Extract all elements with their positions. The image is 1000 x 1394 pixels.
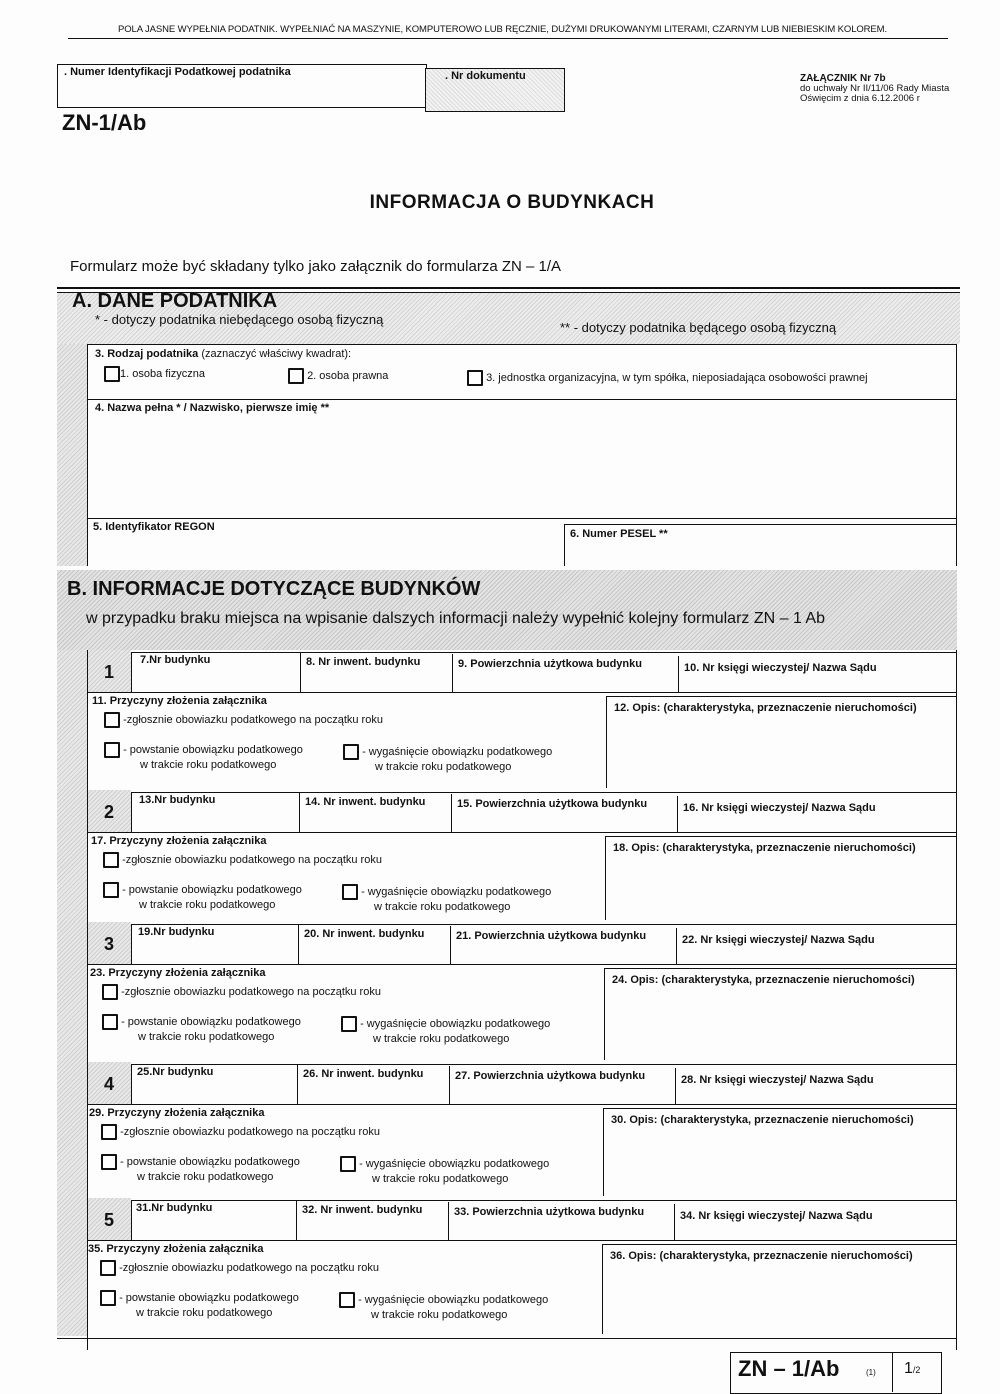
reasons-label: 17. Przyczyny złożenia załącznika: [91, 835, 267, 847]
divider: [606, 696, 956, 697]
reasons-label: 35. Przyczyny złożenia załącznika: [88, 1243, 264, 1255]
building-number: 3: [103, 934, 114, 954]
section-b-title: B. INFORMACJE DOTYCZĄCE BUDYNKÓW: [67, 578, 481, 600]
divider: [87, 1104, 957, 1105]
divider: [57, 1338, 957, 1339]
checkbox-icon[interactable]: [342, 884, 358, 900]
building-sideband: [57, 790, 87, 922]
land-register-field[interactable]: [680, 676, 954, 692]
divider: [298, 924, 299, 964]
building-nr-label: 13.Nr budynku: [139, 794, 216, 806]
divider: [299, 792, 300, 832]
reasons-label: 11. Przyczyny złożenia załącznika: [92, 695, 267, 707]
description-label: 18. Opis: (charakterystyka, przeznaczenie nieruchomości): [613, 842, 916, 854]
taxpayer-type-legal[interactable]: 2. osoba prawna: [288, 368, 388, 384]
divider: [87, 344, 957, 345]
building-sideband: [57, 650, 87, 790]
divider: [87, 964, 957, 965]
building-nr-label: 25.Nr budynku: [137, 1066, 214, 1078]
building-nr-label: 31.Nr budynku: [136, 1202, 213, 1214]
usable-area-label: 33. Powierzchnia użytkowa budynku: [454, 1206, 645, 1218]
divider: [131, 792, 957, 793]
reason-expire[interactable]: - wygaśnięcie obowiązku podatkowego w trakcie roku podatkowego: [342, 884, 551, 915]
usable-area-label: 27. Powierzchnia użytkowa budynku: [455, 1070, 646, 1082]
divider: [300, 652, 301, 692]
reason-expire[interactable]: - wygaśnięcie obowiązku podatkowego w trakcie roku podatkowego: [339, 1292, 548, 1323]
inventory-nr-label: 20. Nr inwent. budynku: [304, 928, 425, 940]
checkbox-icon[interactable]: [104, 742, 120, 758]
divider: [606, 696, 607, 788]
divider: [956, 344, 957, 566]
building-nr-label: 19.Nr budynku: [138, 926, 215, 938]
inventory-nr-label: 14. Nr inwent. budynku: [305, 796, 426, 808]
description-field[interactable]: [608, 1264, 954, 1332]
attachment-title: ZAŁĄCZNIK Nr 7b: [800, 73, 886, 84]
attachment-date: Oświęcim z dnia 6.12.2006 r: [800, 93, 920, 104]
inventory-nr-field[interactable]: [302, 1218, 450, 1240]
divider: [603, 1108, 604, 1196]
reason-arise[interactable]: - powstanie obowiązku podatkowego w trakcie roku podatkowego: [102, 1014, 301, 1045]
checkbox-icon[interactable]: [288, 368, 304, 384]
form-instructions: POLA JASNE WYPEŁNIA PODATNIK. WYPEŁNIAĆ NA MASZYNIE, KOMPUTEROWO LUB RĘCZNIE, DUŻYMI DRUKOWANYMI LITERAMI, CZARNYM LUB NIEBIESKIM KOLOREM.: [118, 24, 888, 35]
reason-start-of-year[interactable]: -zgłosznie obowiazku podatkowego na początku roku: [102, 984, 381, 1000]
reason-arise[interactable]: - powstanie obowiązku podatkowego w trakcie roku podatkowego: [101, 1154, 300, 1185]
divider: [87, 692, 957, 693]
land-register-field[interactable]: [680, 948, 954, 964]
building-nr-field[interactable]: [132, 940, 298, 962]
checkbox-icon[interactable]: [103, 882, 119, 898]
page-number: 1/2: [904, 1360, 921, 1377]
checkbox-icon[interactable]: [341, 1016, 357, 1032]
divider: [892, 1352, 893, 1392]
usable-area-field[interactable]: [454, 672, 676, 692]
description-field[interactable]: [608, 716, 954, 786]
divider: [677, 796, 678, 832]
divider: [87, 650, 88, 1350]
footer-version: (1): [866, 1368, 876, 1377]
reason-arise[interactable]: - powstanie obowiązku podatkowego w trakcie roku podatkowego: [104, 742, 303, 773]
reason-start-of-year[interactable]: -zgłosznie obowiazku podatkowego na początku roku: [100, 1260, 379, 1276]
building-number: 5: [103, 1210, 114, 1230]
nip-label: . Numer Identyfikacji Podatkowej podatnika: [64, 66, 291, 78]
checkbox-icon[interactable]: [100, 1290, 116, 1306]
regon-label: 5. Identyfikator REGON: [93, 521, 215, 533]
usable-area-field[interactable]: [454, 1084, 676, 1104]
divider: [87, 1240, 957, 1241]
description-field[interactable]: [608, 988, 954, 1058]
inventory-nr-label: 26. Nr inwent. budynku: [303, 1068, 424, 1080]
reason-expire[interactable]: - wygaśnięcie obowiązku podatkowego w trakcie roku podatkowego: [343, 744, 552, 775]
inventory-nr-field[interactable]: [302, 1082, 450, 1104]
divider: [451, 794, 452, 832]
divider: [603, 1108, 956, 1109]
section-a-sideband: [57, 344, 87, 566]
checkbox-icon[interactable]: [340, 1156, 356, 1172]
section-a-note-legal: * - dotyczy podatnika niebędącego osobą fizyczną: [95, 312, 384, 327]
taxpayer-type-natural[interactable]: 1. osoba fizyczna: [104, 366, 205, 382]
inventory-nr-field[interactable]: [302, 810, 450, 832]
document-number-label: . Nr dokumentu: [445, 70, 526, 82]
land-register-label: 34. Nr księgi wieczystej/ Nazwa Sądu: [680, 1210, 873, 1222]
reasons-label: 23. Przyczyny złożenia załącznika: [90, 967, 266, 979]
checkbox-icon[interactable]: [102, 1014, 118, 1030]
reason-arise[interactable]: - powstanie obowiązku podatkowego w trakcie roku podatkowego: [103, 882, 302, 913]
divider: [450, 926, 451, 964]
land-register-field[interactable]: [680, 1088, 954, 1104]
divider: [57, 287, 960, 289]
usable-area-label: 21. Powierzchnia użytkowa budynku: [456, 930, 647, 942]
form-code: ZN-1/Ab: [62, 110, 147, 135]
page-subtitle: Formularz może być składany tylko jako załącznik do formularza ZN – 1/A: [70, 258, 562, 275]
building-sideband: [57, 1062, 87, 1198]
inventory-nr-field[interactable]: [302, 670, 450, 692]
divider: [131, 652, 957, 653]
reason-start-of-year[interactable]: -zgłosznie obowiazku podatkowego na początku roku: [103, 852, 382, 868]
checkbox-icon[interactable]: [103, 852, 119, 868]
usable-area-label: 9. Powierzchnia użytkowa budynku: [458, 658, 642, 670]
checkbox-icon[interactable]: [467, 370, 483, 386]
checkbox-icon[interactable]: [104, 712, 120, 728]
description-label: 36. Opis: (charakterystyka, przeznaczenie nieruchomości): [610, 1250, 913, 1262]
taxpayer-type-label: 3. Rodzaj podatnika (zaznaczyć właściwy kwadrat):: [95, 348, 352, 360]
taxpayer-type-unit[interactable]: 3. jednostka organizacyjna, w tym spółka, nieposiadająca osobowości prawnej: [467, 370, 868, 386]
description-field[interactable]: [608, 1128, 954, 1194]
usable-area-label: 15. Powierzchnia użytkowa budynku: [457, 798, 648, 810]
divider: [676, 928, 677, 964]
reason-start-of-year[interactable]: -zgłosznie obowiazku podatkowego na początku roku: [104, 712, 383, 728]
divider: [452, 654, 453, 692]
section-a-note-natural: ** - dotyczy podatnika będącego osobą fizyczną: [560, 320, 837, 335]
description-label: 12. Opis: (charakterystyka, przeznaczenie nieruchomości): [614, 702, 917, 714]
checkbox-icon[interactable]: [101, 1124, 117, 1140]
divider: [131, 1064, 957, 1065]
checkbox-icon[interactable]: [339, 1292, 355, 1308]
land-register-field[interactable]: [680, 1224, 954, 1240]
checkbox-icon[interactable]: [104, 366, 120, 382]
divider: [602, 1244, 956, 1245]
building-nr-field[interactable]: [132, 808, 298, 830]
inventory-nr-label: 8. Nr inwent. budynku: [306, 656, 421, 668]
divider: [956, 650, 957, 1350]
building-nr-field[interactable]: [132, 1216, 298, 1238]
reason-expire[interactable]: - wygaśnięcie obowiązku podatkowego w trakcie roku podatkowego: [340, 1156, 549, 1187]
inventory-nr-field[interactable]: [302, 942, 450, 964]
building-number: 2: [103, 802, 114, 822]
divider: [678, 656, 679, 692]
checkbox-icon[interactable]: [343, 744, 359, 760]
land-register-label: 22. Nr księgi wieczystej/ Nazwa Sądu: [682, 934, 875, 946]
divider: [68, 38, 948, 39]
divider: [605, 836, 606, 920]
building-nr-field[interactable]: [132, 1080, 298, 1102]
attachment-resolution: do uchwały Nr II/11/06 Rady Miasta: [800, 83, 950, 94]
divider: [131, 924, 957, 925]
pesel-label: 6. Numer PESEL **: [570, 528, 668, 540]
divider: [87, 518, 957, 519]
divider: [564, 524, 565, 566]
regon-field[interactable]: [88, 536, 562, 566]
pesel-field[interactable]: [566, 542, 954, 566]
divider: [605, 836, 956, 837]
building-number: 1: [103, 662, 114, 682]
land-register-field[interactable]: [680, 816, 954, 832]
full-name-label: 4. Nazwa pełna * / Nazwisko, pierwsze imię **: [95, 402, 330, 414]
divider: [87, 832, 957, 833]
reasons-label: 29. Przyczyny złożenia załącznika: [89, 1107, 265, 1119]
attachment-info: [800, 74, 949, 104]
reason-start-of-year[interactable]: -zgłosznie obowiazku podatkowego na początku roku: [101, 1124, 380, 1140]
checkbox-icon[interactable]: [102, 984, 118, 1000]
building-sideband: [57, 1198, 87, 1336]
divider: [602, 1244, 603, 1334]
section-a-title: A. DANE PODATNIKA: [72, 290, 278, 312]
description-label: 24. Opis: (charakterystyka, przeznaczenie nieruchomości): [612, 974, 915, 986]
usable-area-field[interactable]: [454, 812, 676, 832]
footer-form-code: ZN – 1/Ab: [738, 1356, 840, 1381]
usable-area-field[interactable]: [454, 944, 676, 964]
divider: [87, 399, 957, 400]
divider: [604, 968, 956, 969]
building-number: 4: [103, 1074, 114, 1094]
reason-expire[interactable]: - wygaśnięcie obowiązku podatkowego w trakcie roku podatkowego: [341, 1016, 550, 1047]
building-sideband: [57, 922, 87, 1062]
divider: [131, 1200, 957, 1201]
divider: [564, 524, 957, 525]
checkbox-icon[interactable]: [100, 1260, 116, 1276]
full-name-field[interactable]: [88, 418, 954, 516]
land-register-label: 28. Nr księgi wieczystej/ Nazwa Sądu: [681, 1074, 874, 1086]
divider: [604, 968, 605, 1060]
reason-arise[interactable]: - powstanie obowiązku podatkowego w trakcie roku podatkowego: [100, 1290, 299, 1321]
checkbox-icon[interactable]: [101, 1154, 117, 1170]
usable-area-field[interactable]: [454, 1220, 676, 1240]
description-label: 30. Opis: (charakterystyka, przeznaczenie nieruchomości): [611, 1114, 914, 1126]
page-title: INFORMACJA O BUDYNKACH: [369, 192, 655, 213]
section-b-note: w przypadku braku miejsca na wpisanie dalszych informacji należy wypełnić kolejny formularz ZN – 1 Ab: [86, 610, 825, 627]
land-register-label: 16. Nr księgi wieczystej/ Nazwa Sądu: [683, 802, 876, 814]
building-nr-field[interactable]: [132, 668, 298, 690]
inventory-nr-label: 32. Nr inwent. budynku: [302, 1204, 423, 1216]
land-register-label: 10. Nr księgi wieczystej/ Nazwa Sądu: [684, 662, 877, 674]
description-field[interactable]: [608, 856, 954, 918]
building-nr-label: 7.Nr budynku: [140, 654, 211, 666]
